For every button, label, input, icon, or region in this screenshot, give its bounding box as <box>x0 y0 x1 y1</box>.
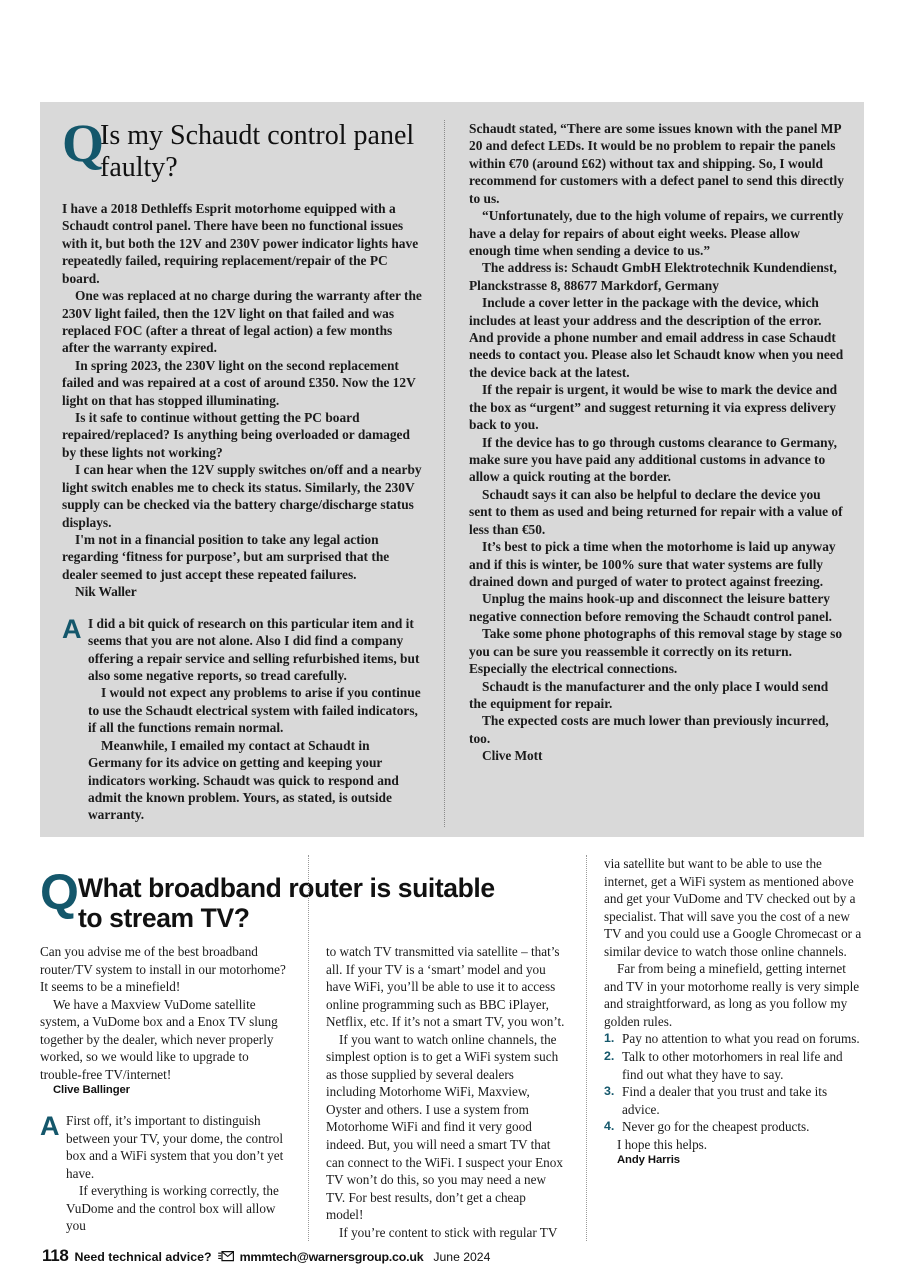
list-item-number: 1. <box>604 1031 615 1046</box>
paragraph: One was replaced at no charge during the warranty after the 230V light failed, then the 12V light on that failed and was replaced FOC (after a threat of legal action) a few months after the warranty expired. <box>62 288 422 356</box>
list-item-number: 2. <box>604 1049 615 1064</box>
answer-byline: Andy Harris <box>617 1154 680 1167</box>
article-2-answer-body <box>40 1112 288 1235</box>
paragraph: Take some phone photographs of this removal stage by stage so you can be sure you reassemble it correctly on its return. Especially the electrical connections. <box>469 626 843 677</box>
article-1-panel <box>40 102 864 837</box>
list-item <box>604 1030 864 1048</box>
paragraph: In spring 2023, the 230V light on the second replacement failed and was repaired at a cost of around £350. Now the 12V light on that has stopped illuminating. <box>62 357 416 408</box>
article-2-columns <box>40 855 864 1241</box>
list-item-text: Find a dealer that you trust and take its advice. <box>622 1084 828 1117</box>
question-marker-icon: Q <box>62 113 105 173</box>
answer-byline: Clive Mott <box>482 748 543 764</box>
footer-label: Need technical advice? <box>74 1250 212 1264</box>
list-item-text: Talk to other motorhomers in real life and find out what they have to say. <box>622 1049 843 1082</box>
list-item <box>604 1118 864 1136</box>
footer-email[interactable]: mmmtech@warnersgroup.co.uk <box>239 1250 424 1264</box>
article-1-answer-continued <box>469 120 844 765</box>
article-1-right-column <box>444 120 844 827</box>
article-2-column-3 <box>586 855 864 1241</box>
paragraph: I'm not in a financial position to take any legal action regarding ‘fitness for purpose’, but am surprised that the dealer seemed to just accept these repeated failures. <box>62 532 390 582</box>
paragraph: Schaudt is the manufacturer and the only place I would send the equipment for repair. <box>469 678 829 711</box>
paragraph: It’s best to pick a time when the motorhome is laid up anyway and if this is winter, be 100% sure that water systems are fully drained down and purged of water to protect against freezing. <box>469 539 836 589</box>
article-2 <box>40 855 864 1240</box>
article-2-column-1 <box>40 855 308 1241</box>
paragraph: Meanwhile, I emailed my contact at Schaudt in Germany for its advice on getting and keeping your indicators working. Schaudt was quick to respond and admit the known problem. Yours, as stated, is outside warranty. <box>88 737 399 823</box>
paragraph: If you’re content to stick with regular TV <box>339 1224 558 1240</box>
paragraph: We have a Maxview VuDome satellite system, a VuDome box and a Enox TV slung together by the dealer, which never properly worked, so we would like to upgrade to trouble-free TV/internet! <box>40 996 278 1082</box>
answer-marker-icon: A <box>40 1111 60 1142</box>
golden-rules-list <box>604 1030 864 1135</box>
paragraph: Schaudt says it can also be helpful to declare the device you sent to them as used and being returned for repair with a value of less than €50. <box>469 486 843 537</box>
question-byline: Clive Ballinger <box>53 1084 130 1097</box>
article-1-left-column <box>62 113 444 827</box>
paragraph: Can you advise me of the best broadband router/TV system to install in our motorhome? It seems to be a minefield! <box>40 944 286 995</box>
paragraph: “Unfortunately, due to the high volume of repairs, we currently have a delay for repairs of about eight weeks. Please allow enough time when sending a device to us.” <box>469 208 844 258</box>
article-1-answer-body <box>62 615 422 824</box>
page-number: 118 <box>42 1246 69 1265</box>
paragraph: If everything is working correctly, the VuDome and the control box will allow you <box>66 1183 279 1234</box>
list-item-number: 4. <box>604 1119 615 1134</box>
email-icon <box>218 1249 234 1260</box>
article-1-headline-text: Is my Schaudt control panel faulty? <box>100 120 415 183</box>
list-item <box>604 1083 864 1118</box>
list-item <box>604 1048 864 1083</box>
footer-issue-date: June 2024 <box>433 1250 491 1264</box>
paragraph: Include a cover letter in the package with the device, which includes at least your address and the description of the error. And provide a phone number and email address in case Schaudt needs to contact you. Please also let Schaudt know when you need the device back at the latest. <box>469 295 844 380</box>
article-1-question-body <box>62 200 422 824</box>
answer-marker-icon: A <box>62 613 82 644</box>
paragraph: The expected costs are much lower than previously incurred, too. <box>469 713 829 746</box>
paragraph: Unplug the mains hook-up and disconnect the leisure battery negative connection before removing the Schaudt control panel. <box>469 591 833 624</box>
article-1-columns <box>62 113 846 827</box>
paragraph: If you want to watch online channels, the simplest option is to get a WiFi system such as those supplied by several dealers including Motorhome WiFi, Maxview, Oyster and others. I use a system from Motorhome WiFi and find it very good indeed. But, you will need a smart TV that can connect to the WiFi. I suspect your Enox TV won’t do this, so you may need a new TV. For best results, don’t get a cheap model! <box>326 1031 563 1223</box>
paragraph: I can hear when the 12V supply switches on/off and a nearby light switch enables me to check its status. Similarly, the 230V supply can be checked via the battery charge/discharge status displays. <box>62 462 422 530</box>
paragraph: The address is: Schaudt GmbH Elektrotechnik Kundendienst, Planckstrasse 8, 88677 Markdorf, Germany <box>469 260 837 293</box>
list-item-text: Pay no attention to what you read on forums. <box>622 1031 860 1047</box>
paragraph: If the repair is urgent, it would be wise to mark the device and the box as “urgent” and suggest returning it via express delivery back to you. <box>469 382 838 433</box>
closing-line: I hope this helps. <box>617 1136 708 1152</box>
paragraph: I would not expect any problems to arise if you continue to use the Schaudt electrical system with failed indicators, if all the functions remain normal. <box>88 685 421 736</box>
paragraph: I did a bit quick of research on this particular item and it seems that you are not alone. Also I did find a company offering a repair service and selling refurbished items, but also some negative reports, so tread carefully. <box>88 615 420 683</box>
list-item-number: 3. <box>604 1084 615 1099</box>
question-byline: Nik Waller <box>75 584 137 600</box>
page-footer <box>42 1246 490 1266</box>
paragraph: First off, it’s important to distinguish between your TV, your dome, the control box and a WiFi system that you don’t yet have. <box>66 1113 284 1181</box>
paragraph: Schaudt stated, “There are some issues known with the panel MP 20 and defect LEDs. It would be no problem to repair the panels within €70 (around £62) without tax and shipping. So, I would recommend for customers with a defect panel to send this directly to us. <box>469 121 844 206</box>
article-2-headline-text: What broadband router is suitable to stream TV? <box>78 872 495 934</box>
paragraph: Far from being a minefield, getting internet and TV in your motorhome really is very simple and straightforward, as long as you follow my golden rules. <box>604 961 860 1029</box>
paragraph: Is it safe to continue without getting the PC board repaired/replaced? Is anything being overloaded or damaged by these lights not working? <box>62 410 410 460</box>
article-2-column-2 <box>308 855 586 1241</box>
paragraph: I have a 2018 Dethleffs Esprit motorhome equipped with a Schaudt control panel. There have been no functional issues with it, but both the 12V and 230V power indicator lights have repeatedly failed, requiring replacement/repair of the PC board. <box>62 201 419 286</box>
list-item-text: Never go for the cheapest products. <box>622 1119 810 1135</box>
article-1-headline <box>62 113 422 186</box>
question-marker-icon: Q <box>40 863 79 920</box>
paragraph: to watch TV transmitted via satellite – that’s all. If your TV is a ‘smart’ model and you have WiFi, you’ll be able to use it to access online programming such as BBC iPlayer, Netflix, etc. If it’s not a smart TV, you won’t. <box>326 944 565 1030</box>
paragraph: via satellite but want to be able to use the internet, get a WiFi system as mentioned above and get your VuDome and TV checked out by a specialist. That will save you the cost of a new TV and you could use a Google Chromecast or a similar device to watch those online channels. <box>604 856 862 959</box>
paragraph: If the device has to go through customs clearance to Germany, make sure you have paid any additional customs in advance to allow a quick routing at the border. <box>469 434 837 485</box>
